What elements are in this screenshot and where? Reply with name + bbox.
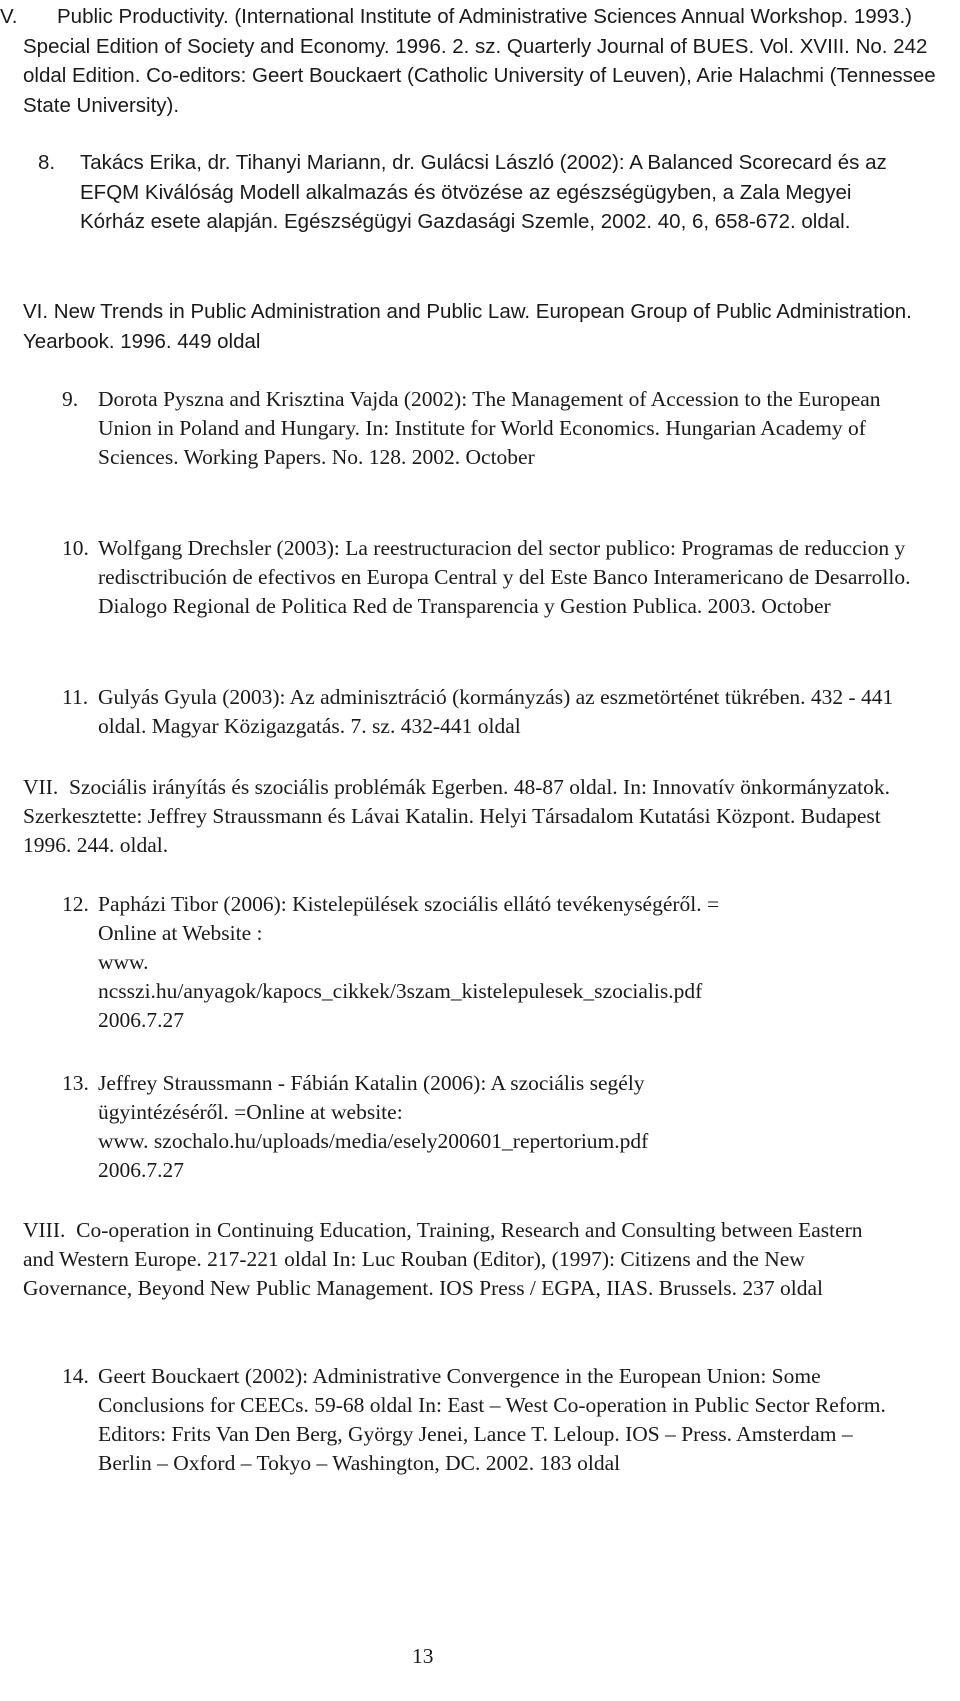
- item-9-number: 9.: [62, 387, 79, 411]
- section-v: [0, 2, 940, 120]
- item-8-text: Takács Erika, dr. Tihanyi Mariann, dr. Gulácsi László (2002): A Balanced Scorecard és az EFQM Kiválóság Modell alkalmazás és ötvözése az egészségügyben, a Zala Megyei Kórház esete alapján. Egészségügyi Gazdasági Szemle, 2002. 40, 6, 658-672. oldal.: [80, 151, 887, 233]
- item-13-line-1: Jeffrey Straussmann - Fábián Katalin (2006): A szociális segély: [98, 1071, 645, 1095]
- item-13-line-3: www. szochalo.hu/uploads/media/esely200601_repertorium.pdf: [98, 1129, 649, 1153]
- item-12-line-4: ncsszi.hu/anyagok/kapocs_cikkek/3szam_kistelepulesek_szocialis.pdf: [98, 979, 703, 1003]
- section-vii: [23, 773, 903, 860]
- section-viii-text: Co-operation in Continuing Education, Training, Research and Consulting between Eastern and Western Europe. 217-221 oldal In: Luc Rouban (Editor), (1997): Citizens and the New Governance, Beyond New Public Management. IOS Press / EGPA, IIAS. Brussels. 237 oldal: [23, 1218, 863, 1300]
- section-v-text: Public Productivity. (International Institute of Administrative Sciences Annual Workshop. 1993.) Special Edition of Society and Economy. 1996. 2. sz. Quarterly Journal of BUES. Vol. XVIII. No. 242 oldal Edition. Co-editors: Geert Bouckaert (Catholic University of Leuven), Arie Halachmi (Tennessee State University).: [23, 5, 936, 117]
- item-13-line-2: ügyintézéséről. =Online at website:: [98, 1100, 403, 1124]
- list-item-13: [62, 1069, 932, 1185]
- section-vi-label: VI.: [23, 300, 49, 323]
- list-item-8: [38, 148, 908, 237]
- section-vi: [23, 297, 923, 356]
- list-item-11: [62, 683, 922, 741]
- item-12-line-5: 2006.7.27: [98, 1008, 184, 1032]
- item-12-number: 12.: [62, 892, 89, 916]
- item-10-text: Wolfgang Drechsler (2003): La reestructuracion del sector publico: Programas de reduccion y redisctribución de efectivos en Europa Central y del Este Banco Interamericano de Desarrollo. Dialogo Regional de Politica Red de Transparencia y Gestion Publica. 2003. October: [98, 536, 911, 618]
- item-14-text: Geert Bouckaert (2002): Administrative Convergence in the European Union: Some Conclusions for CEECs. 59-68 oldal In: East – West Co-operation in Public Sector Reform. Editors: Frits Van Den Berg, György Jenei, Lance T. Leloup. IOS – Press. Amsterdam – Berlin – Oxford – Tokyo – Washington, DC. 2002. 183 oldal: [98, 1364, 886, 1475]
- section-vii-label: VII.: [23, 775, 59, 799]
- item-12-body: [98, 890, 932, 1035]
- item-12-line-3: www.: [98, 950, 149, 974]
- item-13-line-4: 2006.7.27: [98, 1158, 184, 1182]
- list-item-10: [62, 534, 922, 621]
- item-14-number: 14.: [62, 1364, 89, 1388]
- item-13-number: 13.: [62, 1071, 89, 1095]
- item-12-line-1: Papházi Tibor (2006): Kistelepülések szociális ellátó tevékenységéről. =: [98, 892, 720, 916]
- item-8-number: 8.: [38, 151, 56, 174]
- item-11-text: Gulyás Gyula (2003): Az adminisztráció (kormányzás) az eszmetörténet tükrében. 432 - 441 oldal. Magyar Közigazgatás. 7. sz. 432-441 oldal: [98, 685, 894, 738]
- section-vii-text: Szociális irányítás és szociális problémák Egerben. 48-87 oldal. In: Innovatív önkormányzatok. Szerkesztette: Jeffrey Straussmann és Lávai Katalin. Helyi Társadalom Kutatási Központ. Budapest 1996. 244. oldal.: [23, 775, 890, 857]
- list-item-12: [62, 890, 932, 1035]
- section-viii: [23, 1216, 893, 1303]
- list-item-14: [62, 1362, 892, 1478]
- section-v-label: V.: [0, 5, 18, 28]
- item-10-number: 10.: [62, 536, 89, 560]
- page-number: 13: [412, 1644, 434, 1668]
- item-12-line-2: Online at Website :: [98, 921, 263, 945]
- section-viii-label: VIII.: [23, 1218, 66, 1242]
- item-13-body: [98, 1069, 932, 1185]
- item-9-text: Dorota Pyszna and Krisztina Vajda (2002): The Management of Accession to the European Union in Poland and Hungary. In: Institute for World Economics. Hungarian Academy of Sciences. Working Papers. No. 128. 2002. October: [98, 387, 881, 469]
- list-item-9: [62, 385, 922, 472]
- item-11-number: 11.: [62, 685, 89, 709]
- section-vi-text: New Trends in Public Administration and Public Law. European Group of Public Administration. Yearbook. 1996. 449 oldal: [23, 300, 912, 353]
